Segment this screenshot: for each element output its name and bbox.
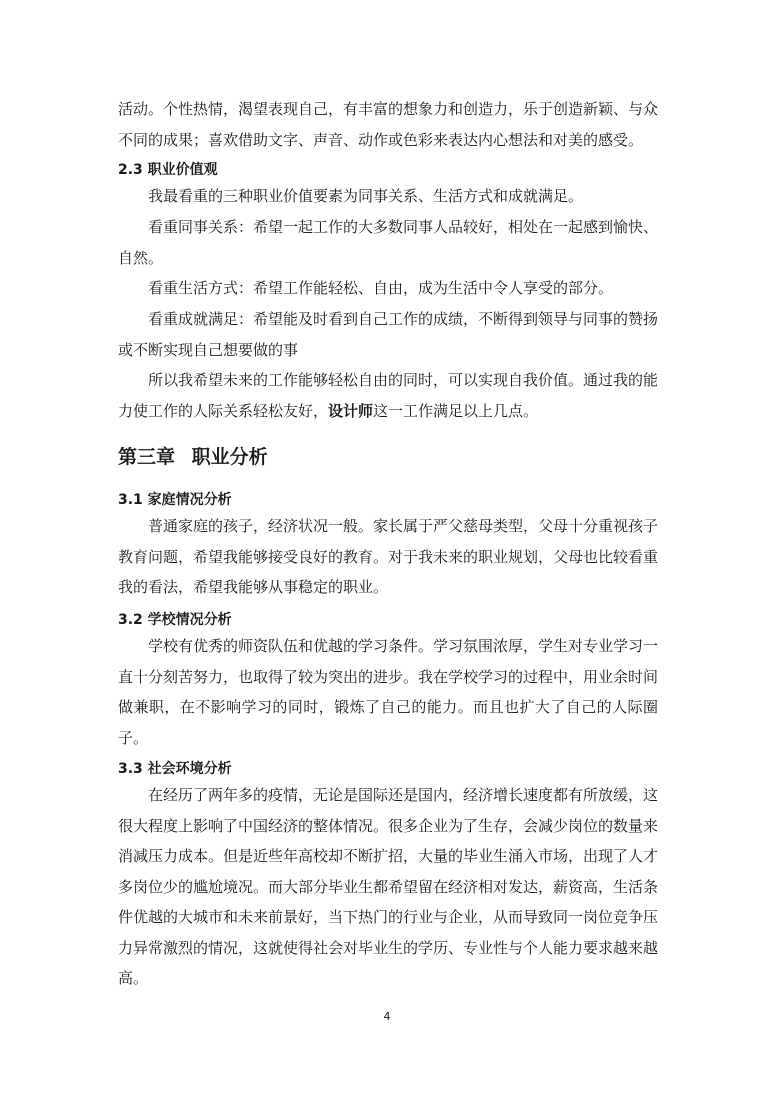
paragraph-school: 学校有优秀的师资队伍和优越的学习条件。学习氛围浓厚，学生对专业学习一直十分刻苦努力，也取得了较为突出的进步。我在学校学习的过程中，用业余时间做兼职，在不影响学习的同时，锻炼了自己的能力。而且也扩大了自己的人际圈子。 <box>118 637 659 747</box>
paragraph-society: 在经历了两年多的疫情，无论是国际还是国内，经济增长速度都有所放缓，这很大程度上影响了中国经济的整体情况。很多企业为了生存，会减少岗位的数量来消减压力成本。但是近些年高校却不断扩招，大量的毕业生涌入市场，出现了人才多岗位少的尴尬境况。而大部分毕业生都希望留在经济相对发达，薪资高，生活条件优越的大城市和未来前景好，当下热门的行业与企业，从而导致同一岗位竞争压力异常激烈的情况，这就使得社会对毕业生的学历、专业性与个人能力要求越来越高。 <box>118 786 659 987</box>
chapter-heading: 第三章 职业分析 <box>118 446 268 468</box>
section-heading-3-1: 3.1 家庭情况分析 <box>118 492 232 508</box>
paragraph-colleagues: 看重同事关系：希望一起工作的大多数同事人品较好，相处在一起感到愉快、自然。 <box>118 218 659 267</box>
paragraph-continued: 活动。个性热情，渴望表现自己，有丰富的想象力和创造力，乐于创造新颖、与众不同的成果；喜欢借助文字、声音、动作或色彩来表达内心想法和对美的感受。 <box>118 100 659 149</box>
paragraph-lifestyle: 看重生活方式：希望工作能轻松、自由，成为生活中令人享受的部分。 <box>148 279 614 297</box>
summary-text-after: 这一工作满足以上几点。 <box>373 401 539 420</box>
summary-text-before: 所以我希望未来的工作能够轻松自由的同时，可以实现自我价值。通过我的能力使工作的人际关系轻松友好， <box>118 371 659 420</box>
section-heading-2-3: 2.3 职业价值观 <box>118 162 218 178</box>
paragraph-achievement: 看重成就满足：希望能及时看到自己工作的成绩，不断得到领导与同事的赞扬或不断实现自己想要做的事 <box>118 310 659 359</box>
section-heading-3-2: 3.2 学校情况分析 <box>118 612 232 628</box>
paragraph-values-intro: 我最看重的三种职业价值要素为同事关系、生活方式和成就满足。 <box>148 187 584 205</box>
summary-bold-term: 设计师 <box>328 401 374 420</box>
paragraph-summary <box>118 365 658 426</box>
section-heading-3-3: 3.3 社会环境分析 <box>118 761 232 777</box>
paragraph-family: 普通家庭的孩子，经济状况一般。家长属于严父慈母类型，父母十分重视孩子教育问题，希望我能够接受良好的教育。对于我未来的职业规划，父母也比较看重我的看法，希望我能够从事稳定的职业。 <box>118 517 659 596</box>
page-number: 4 <box>383 1010 391 1023</box>
